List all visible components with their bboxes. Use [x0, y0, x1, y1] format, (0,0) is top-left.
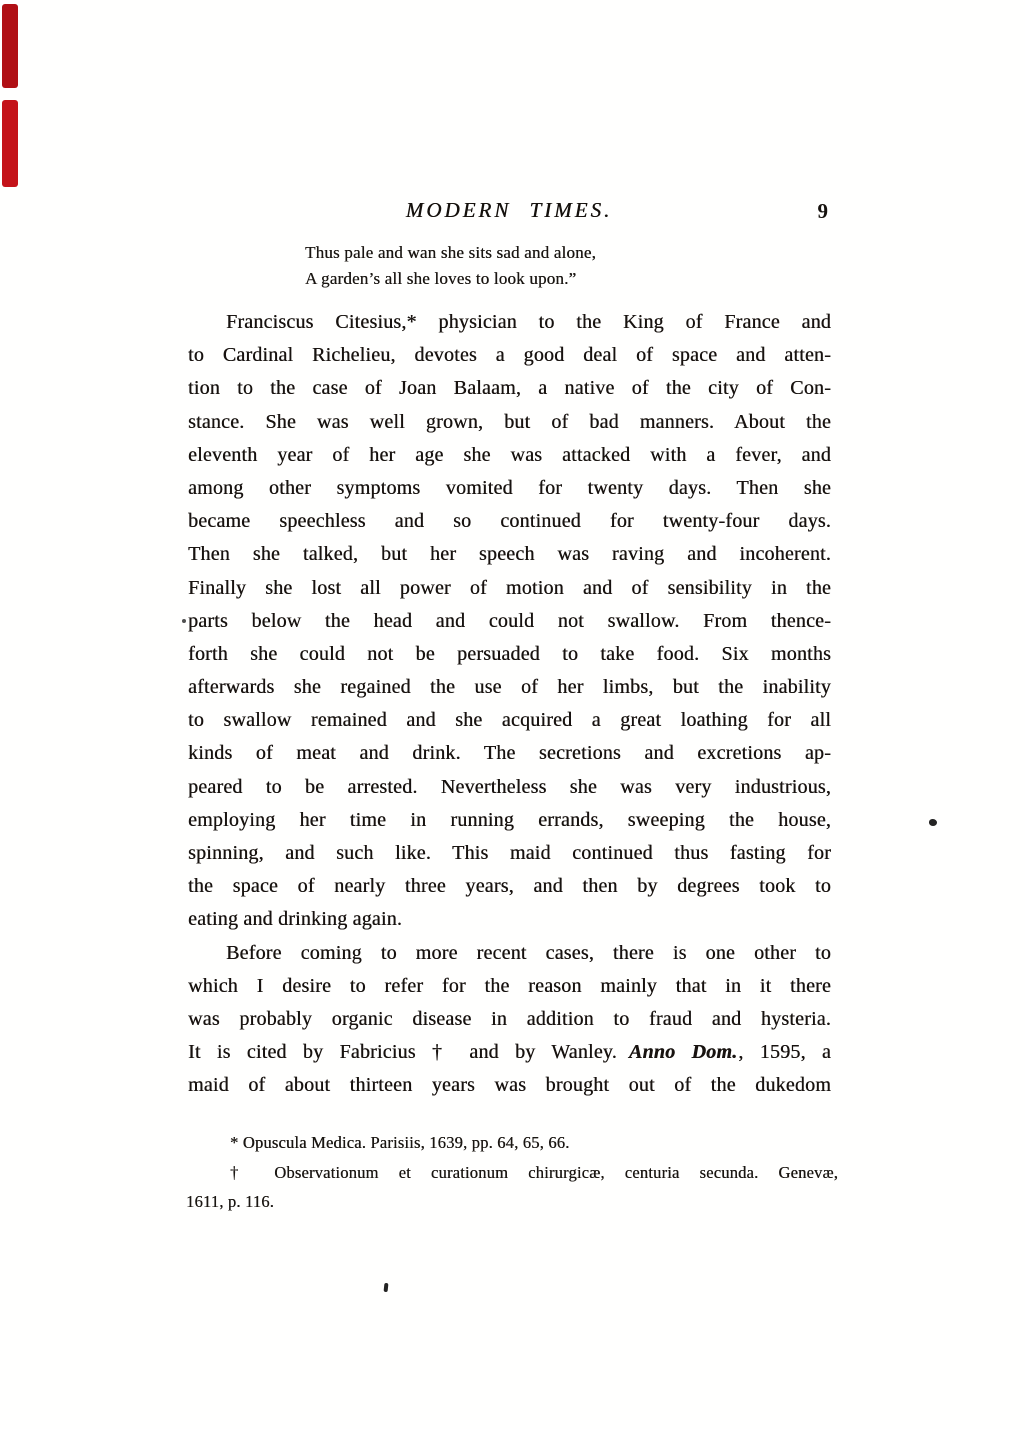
text-line: Finally she lost all power of motion and of sensibility in the [188, 576, 831, 599]
text-line: to Cardinal Richelieu, devotes a good deal of space and atten- [188, 344, 831, 367]
text-line: Before coming to more recent cases, there is one other to [226, 941, 831, 964]
text-line: parts below the head and could not swallow. From thence- [188, 609, 831, 632]
text-line: Franciscus Citesius,* physician to the King of France and [226, 311, 831, 333]
page-number: 9 [817, 199, 828, 223]
text-line: became speechless and so continued for twenty-four days. [188, 510, 831, 533]
text-line: forth she could not be persuaded to take food. Six months [188, 642, 831, 665]
verse-quote [305, 240, 725, 292]
text-line: to swallow remained and she acquired a great loathing for all [188, 709, 831, 732]
footnote-asterisk: * Opuscula Medica. Parisiis, 1639, pp. 64, 65, 66. [230, 1133, 570, 1152]
text-line: stance. She was well grown, but of bad manners. About the [188, 410, 831, 433]
citation-post-text: , 1595, a [738, 1041, 831, 1064]
text-line: tion to the case of Joan Balaam, a native of the city of Con- [188, 377, 831, 400]
text-line: kinds of meat and drink. The secretions and excretions ap- [188, 742, 831, 765]
ink-speck-bottom [384, 1283, 389, 1292]
text-line: Then she talked, but her speech was raving and incoherent. [188, 543, 831, 566]
footnote-dagger-line-2: 1611, p. 116. [186, 1192, 275, 1211]
text-line: afterwards she regained the use of her limbs, but the inability [188, 676, 831, 699]
paragraph-2 [188, 937, 831, 1103]
paragraph-1 [188, 306, 831, 937]
text-line: eating and drinking again. [188, 908, 403, 931]
footnotes [186, 1128, 838, 1217]
footnote-dagger-line-1: † Observationum et curationum chirurgicæ, centuria secunda. Genevæ, [230, 1162, 838, 1182]
text-line: maid of about thirteen years was brought out of the dukedom [188, 1074, 831, 1097]
text-line: among other symptoms vomited for twenty days. Then she [188, 476, 831, 499]
ink-speck-right-margin [929, 819, 937, 826]
ink-speck-left-margin [182, 619, 186, 623]
text-line: peared to be arrested. Nevertheless she was very industrious, [188, 775, 831, 798]
text-line-with-citation [188, 1036, 831, 1069]
text-line: spinning, and such like. This maid continued thus fasting for [188, 842, 831, 864]
citation-pre-text: It is cited by Fabricius † and by Wanley. [188, 1041, 617, 1064]
text-line: eleventh year of her age she was attacked with a fever, and [188, 443, 831, 466]
citation-italic-anno-dom: Anno Dom. [628, 1041, 738, 1064]
text-line: which I desire to refer for the reason mainly that in it there [188, 974, 831, 997]
red-marker-stroke-top [2, 4, 18, 88]
text-line: employing her time in running errands, sweeping the house, [188, 808, 831, 831]
page-header [188, 198, 830, 232]
verse-line: Thus pale and wan she sits sad and alone, [305, 243, 596, 262]
running-head-title: MODERN TIMES. [405, 198, 613, 222]
text-line: the space of nearly three years, and then by degrees took to [188, 875, 831, 898]
text-line: was probably organic disease in addition to fraud and hysteria. [188, 1007, 831, 1030]
body-text [188, 306, 831, 1103]
red-marker-stroke-bottom [2, 100, 18, 187]
verse-line: A garden’s all she loves to look upon.” [305, 269, 577, 288]
